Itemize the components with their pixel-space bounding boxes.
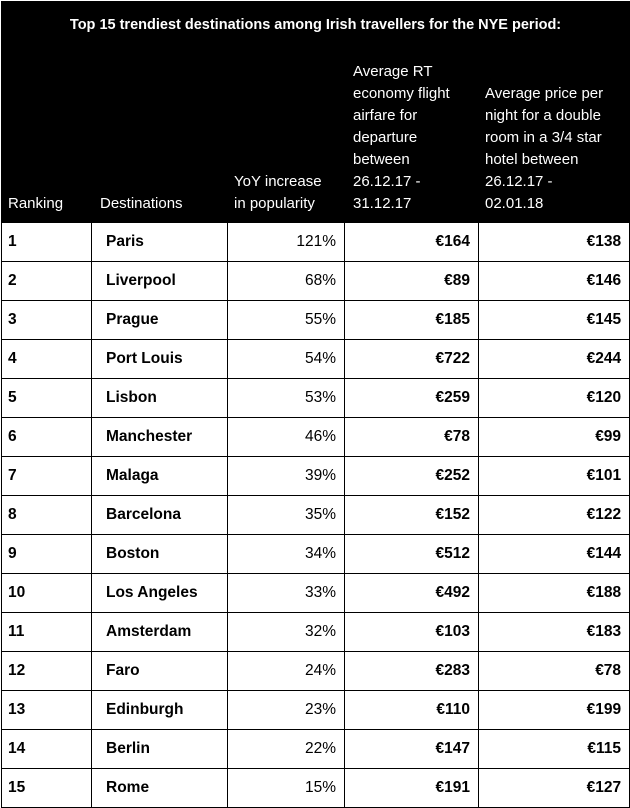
destination-cell: Faro [92, 652, 228, 691]
yoy-cell: 34% [228, 535, 345, 574]
rank-cell: 10 [2, 574, 92, 613]
airfare-cell: €185 [345, 301, 479, 340]
header-airfare [345, 49, 479, 223]
destination-cell: Paris [92, 223, 228, 262]
table-row [2, 379, 630, 418]
destinations-table [1, 1, 630, 808]
yoy-cell: 33% [228, 574, 345, 613]
header-airfare-line: 26.12.17 - [353, 173, 421, 190]
header-hotel-line: hotel between [485, 151, 579, 168]
yoy-cell: 68% [228, 262, 345, 301]
rank-cell: 8 [2, 496, 92, 535]
rank-cell: 12 [2, 652, 92, 691]
destinations-table-container [1, 1, 629, 803]
hotel-cell: €115 [479, 730, 630, 769]
rank-cell: 4 [2, 340, 92, 379]
header-yoy-line: in popularity [234, 195, 315, 212]
table-row [2, 457, 630, 496]
yoy-cell: 53% [228, 379, 345, 418]
destination-cell: Berlin [92, 730, 228, 769]
destination-cell: Edinburgh [92, 691, 228, 730]
hotel-cell: €146 [479, 262, 630, 301]
destination-cell: Barcelona [92, 496, 228, 535]
title-row [2, 2, 630, 49]
airfare-cell: €191 [345, 769, 479, 808]
rank-cell: 2 [2, 262, 92, 301]
table-row [2, 769, 630, 808]
airfare-cell: €89 [345, 262, 479, 301]
hotel-cell: €244 [479, 340, 630, 379]
header-airfare-line: Average RT [353, 63, 433, 80]
destination-cell: Rome [92, 769, 228, 808]
table-row [2, 301, 630, 340]
table-row [2, 535, 630, 574]
destination-cell: Port Louis [92, 340, 228, 379]
header-ranking: Ranking [2, 49, 92, 223]
table-title: Top 15 trendiest destinations among Irish travellers for the NYE period: [2, 2, 630, 49]
header-yoy-line: YoY increase [234, 173, 322, 190]
rank-cell: 13 [2, 691, 92, 730]
header-hotel-line: room in a 3/4 star [485, 129, 602, 146]
hotel-cell: €101 [479, 457, 630, 496]
destination-cell: Lisbon [92, 379, 228, 418]
yoy-cell: 39% [228, 457, 345, 496]
hotel-cell: €144 [479, 535, 630, 574]
hotel-cell: €145 [479, 301, 630, 340]
hotel-cell: €122 [479, 496, 630, 535]
rank-cell: 3 [2, 301, 92, 340]
header-airfare-line: 31.12.17 [353, 195, 412, 212]
table-row [2, 652, 630, 691]
destination-cell: Liverpool [92, 262, 228, 301]
airfare-cell: €78 [345, 418, 479, 457]
airfare-cell: €110 [345, 691, 479, 730]
airfare-cell: €252 [345, 457, 479, 496]
table-row [2, 574, 630, 613]
airfare-cell: €103 [345, 613, 479, 652]
rank-cell: 11 [2, 613, 92, 652]
hotel-cell: €138 [479, 223, 630, 262]
table-row [2, 730, 630, 769]
header-airfare-line: economy flight [353, 85, 450, 102]
yoy-cell: 35% [228, 496, 345, 535]
header-yoy-increase [228, 49, 345, 223]
header-hotel-line: 26.12.17 - [485, 173, 553, 190]
airfare-cell: €722 [345, 340, 479, 379]
rank-cell: 7 [2, 457, 92, 496]
yoy-cell: 46% [228, 418, 345, 457]
table-row [2, 418, 630, 457]
rank-cell: 1 [2, 223, 92, 262]
airfare-cell: €259 [345, 379, 479, 418]
yoy-cell: 54% [228, 340, 345, 379]
hotel-cell: €183 [479, 613, 630, 652]
destination-cell: Boston [92, 535, 228, 574]
header-hotel-price [479, 49, 630, 223]
yoy-cell: 15% [228, 769, 345, 808]
yoy-cell: 121% [228, 223, 345, 262]
header-destinations: Destinations [92, 49, 228, 223]
hotel-cell: €99 [479, 418, 630, 457]
header-airfare-line: between [353, 151, 410, 168]
header-hotel-line: Average price per [485, 85, 604, 102]
yoy-cell: 22% [228, 730, 345, 769]
hotel-cell: €199 [479, 691, 630, 730]
header-airfare-line: airfare for [353, 107, 418, 124]
destination-cell: Amsterdam [92, 613, 228, 652]
hotel-cell: €188 [479, 574, 630, 613]
yoy-cell: 23% [228, 691, 345, 730]
rank-cell: 15 [2, 769, 92, 808]
header-airfare-line: departure [353, 129, 418, 146]
table-row [2, 691, 630, 730]
destination-cell: Manchester [92, 418, 228, 457]
airfare-cell: €147 [345, 730, 479, 769]
hotel-cell: €78 [479, 652, 630, 691]
hotel-cell: €127 [479, 769, 630, 808]
destination-cell: Prague [92, 301, 228, 340]
airfare-cell: €512 [345, 535, 479, 574]
table-row [2, 613, 630, 652]
hotel-cell: €120 [479, 379, 630, 418]
airfare-cell: €164 [345, 223, 479, 262]
rank-cell: 14 [2, 730, 92, 769]
rank-cell: 9 [2, 535, 92, 574]
header-hotel-line: night for a double [485, 107, 601, 124]
header-hotel-line: 02.01.18 [485, 195, 544, 212]
yoy-cell: 32% [228, 613, 345, 652]
yoy-cell: 55% [228, 301, 345, 340]
table-row [2, 340, 630, 379]
airfare-cell: €283 [345, 652, 479, 691]
rank-cell: 5 [2, 379, 92, 418]
destination-cell: Los Angeles [92, 574, 228, 613]
destination-cell: Malaga [92, 457, 228, 496]
header-row [2, 49, 630, 223]
table-row [2, 223, 630, 262]
airfare-cell: €492 [345, 574, 479, 613]
airfare-cell: €152 [345, 496, 479, 535]
table-row [2, 496, 630, 535]
yoy-cell: 24% [228, 652, 345, 691]
table-row [2, 262, 630, 301]
rank-cell: 6 [2, 418, 92, 457]
